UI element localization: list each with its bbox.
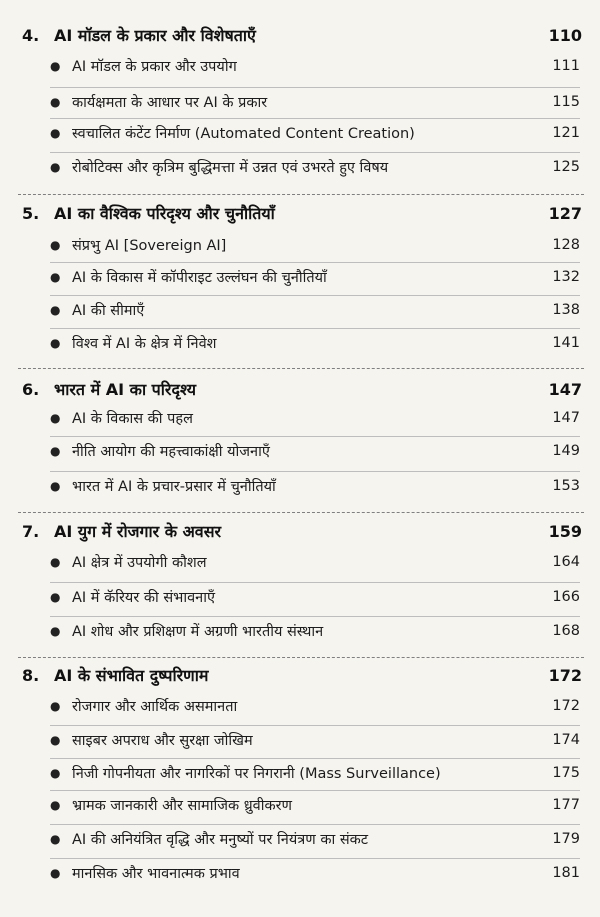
list-item: [50, 231, 580, 259]
list-item: [50, 52, 580, 80]
bullet-icon: ●: [50, 303, 61, 317]
item-page: 115: [552, 94, 580, 110]
list-item: [50, 328, 580, 357]
chapter-number: 8.: [22, 665, 40, 685]
chapter-heading: [22, 662, 582, 688]
bullet-icon: ●: [50, 95, 61, 109]
bullet-icon: ●: [50, 866, 61, 880]
chapter-number: 7.: [22, 521, 40, 541]
item-page: 174: [552, 732, 580, 748]
item-page: 181: [552, 865, 580, 881]
chapter-page: 110: [548, 25, 582, 45]
list-item: [50, 582, 580, 611]
item-label: AI में कॅरियर की संभावनाएँ: [72, 590, 215, 606]
chapter-title: AI मॉडल के प्रकार और विशेषताएँ: [54, 26, 256, 45]
item-page: 138: [552, 302, 580, 318]
item-page: 149: [552, 443, 580, 459]
item-page: 164: [552, 554, 580, 570]
bullet-icon: ●: [50, 238, 61, 252]
list-item: [50, 436, 580, 465]
list-item: [50, 758, 580, 787]
item-label: AI की सीमाएँ: [72, 303, 145, 319]
item-label: नीति आयोग की महत्त्वाकांक्षी योजनाएँ: [72, 444, 270, 460]
bullet-icon: ●: [50, 444, 61, 458]
item-page: 132: [552, 269, 580, 285]
chapter-number: 5.: [22, 203, 40, 223]
item-label: AI के विकास में कॉपीराइट उल्लंघन की चुनौतियाँ: [72, 270, 327, 286]
item-page: 153: [552, 478, 580, 494]
chapter-title: AI का वैश्विक परिदृश्य और चुनौतियाँ: [54, 204, 275, 223]
list-item: [50, 790, 580, 819]
item-page: 177: [552, 797, 580, 813]
item-label: भारत में AI के प्रचार-प्रसार में चुनौतियाँ: [72, 479, 276, 495]
chapter-number: 4.: [22, 25, 40, 45]
chapter-title: भारत में AI का परिदृश्य: [54, 380, 197, 399]
list-item: [50, 87, 580, 116]
bullet-icon: ●: [50, 411, 61, 425]
list-item: [50, 118, 580, 147]
item-label: निजी गोपनीयता और नागरिकों पर निगरानी (Mass Surveillance): [72, 766, 441, 782]
chapter-number: 6.: [22, 379, 40, 399]
list-item: [50, 262, 580, 291]
list-item: [50, 471, 580, 500]
section-divider: [18, 368, 584, 369]
item-page: 172: [552, 698, 580, 714]
bullet-icon: ●: [50, 590, 61, 604]
bullet-icon: ●: [50, 699, 61, 713]
bullet-icon: ●: [50, 160, 61, 174]
item-label: संप्रभु AI [Sovereign AI]: [72, 238, 227, 254]
section-divider: [18, 194, 584, 195]
list-item: [50, 824, 580, 853]
item-label: मानसिक और भावनात्मक प्रभाव: [72, 866, 240, 882]
chapter-page: 147: [548, 379, 582, 399]
bullet-icon: ●: [50, 832, 61, 846]
bullet-icon: ●: [50, 336, 61, 350]
item-page: 166: [552, 589, 580, 605]
item-label: भ्रामक जानकारी और सामाजिक ध्रुवीकरण: [72, 798, 293, 814]
chapter-page: 159: [548, 521, 582, 541]
item-label: रोजगार और आर्थिक असमानता: [72, 699, 238, 715]
list-item: [50, 295, 580, 324]
item-page: 175: [552, 765, 580, 781]
item-page: 111: [552, 58, 580, 74]
list-item: [50, 725, 580, 754]
item-label: साइबर अपराध और सुरक्षा जोखिम: [72, 733, 253, 749]
item-label: AI क्षेत्र में उपयोगी कौशल: [72, 555, 207, 571]
item-label: AI मॉडल के प्रकार और उपयोग: [72, 59, 237, 75]
chapter-heading: [22, 518, 582, 544]
item-page: 141: [552, 335, 580, 351]
item-page: 179: [552, 831, 580, 847]
list-item: [50, 858, 580, 887]
section-divider: [18, 512, 584, 513]
item-label: कार्यक्षमता के आधार पर AI के प्रकार: [72, 95, 268, 111]
bullet-icon: ●: [50, 126, 61, 140]
item-label: AI के विकास की पहल: [72, 411, 193, 427]
bullet-icon: ●: [50, 270, 61, 284]
item-label: AI शोध और प्रशिक्षण में अग्रणी भारतीय संस्थान: [72, 624, 324, 640]
chapter-page: 172: [548, 665, 582, 685]
bullet-icon: ●: [50, 733, 61, 747]
bullet-icon: ●: [50, 766, 61, 780]
item-label: विश्व में AI के क्षेत्र में निवेश: [72, 336, 217, 352]
list-item: [50, 152, 580, 181]
bullet-icon: ●: [50, 798, 61, 812]
list-item: [50, 616, 580, 645]
chapter-page: 127: [548, 203, 582, 223]
bullet-icon: ●: [50, 624, 61, 638]
section-divider: [18, 657, 584, 658]
list-item: [50, 548, 580, 576]
item-page: 128: [552, 237, 580, 253]
item-label: AI की अनियंत्रित वृद्धि और मनुष्यों पर नियंत्रण का संकट: [72, 832, 369, 848]
bullet-icon: ●: [50, 479, 61, 493]
chapter-title: AI युग में रोजगार के अवसर: [54, 522, 222, 541]
item-page: 147: [552, 410, 580, 426]
list-item: [50, 404, 580, 432]
item-page: 168: [552, 623, 580, 639]
item-page: 125: [552, 159, 580, 175]
chapter-title: AI के संभावित दुष्परिणाम: [54, 666, 209, 685]
item-page: 121: [552, 125, 580, 141]
chapter-heading: [22, 22, 582, 48]
bullet-icon: ●: [50, 555, 61, 569]
item-label: स्वचालित कंटेंट निर्माण (Automated Content Creation): [72, 126, 415, 142]
list-item: [50, 692, 580, 720]
item-label: रोबोटिक्स और कृत्रिम बुद्धिमत्ता में उन्नत एवं उभरते हुए विषय: [72, 160, 389, 176]
chapter-heading: [22, 200, 582, 226]
chapter-heading: [22, 376, 582, 402]
bullet-icon: ●: [50, 59, 61, 73]
